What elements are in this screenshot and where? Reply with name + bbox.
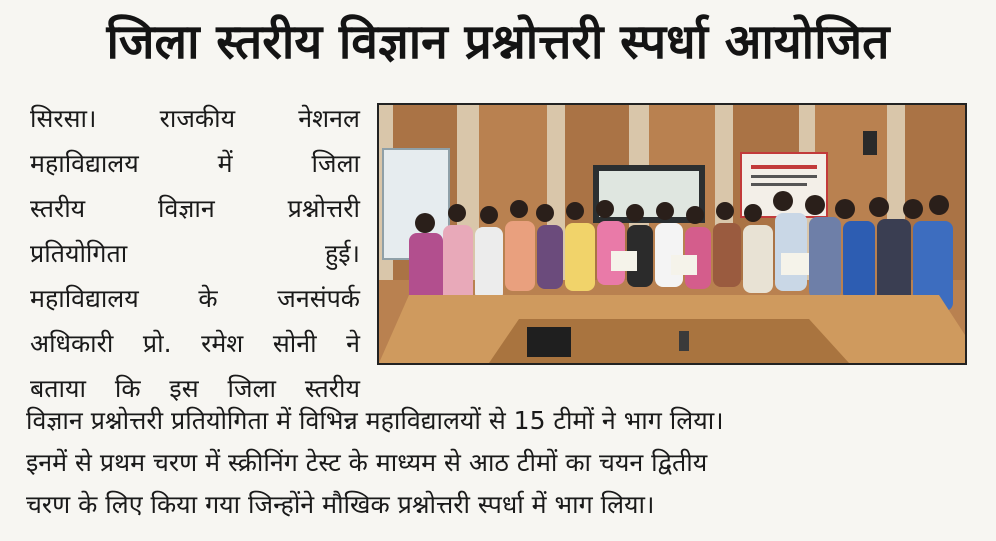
group-photo-illustration — [379, 105, 965, 363]
lead-line: महाविद्यालय के जनसंपर्क — [30, 284, 360, 313]
lead-line: अधिकारी प्रो. रमेश सोनी ने — [30, 329, 360, 358]
lead-paragraph — [30, 96, 360, 411]
body-line: इनमें से प्रथम चरण में स्क्रीनिंग टेस्ट के माध्यम से आठ टीमों का चयन द्वितीय — [26, 448, 708, 477]
lead-line: स्तरीय विज्ञान प्रश्नोत्तरी — [30, 194, 360, 223]
group-photo — [377, 103, 967, 365]
body-line: विज्ञान प्रश्नोत्तरी प्रतियोगिता में विभिन्न महाविद्यालयों से 15 टीमों ने भाग लिया। — [26, 406, 724, 435]
body-paragraph — [26, 400, 966, 526]
lead-line: बताया कि इस जिला स्तरीय — [30, 374, 360, 403]
lead-line: प्रतियोगिता हुई। — [30, 239, 360, 268]
lead-line: सिरसा। राजकीय नेशनल — [30, 104, 360, 133]
body-line: चरण के लिए किया गया जिन्होंने मौखिक प्रश्नोत्तरी स्पर्धा में भाग लिया। — [26, 490, 655, 519]
lead-line: महाविद्यालय में जिला — [30, 149, 360, 178]
headline: जिला स्तरीय विज्ञान प्रश्नोत्तरी स्पर्धा आयोजित — [106, 14, 890, 70]
